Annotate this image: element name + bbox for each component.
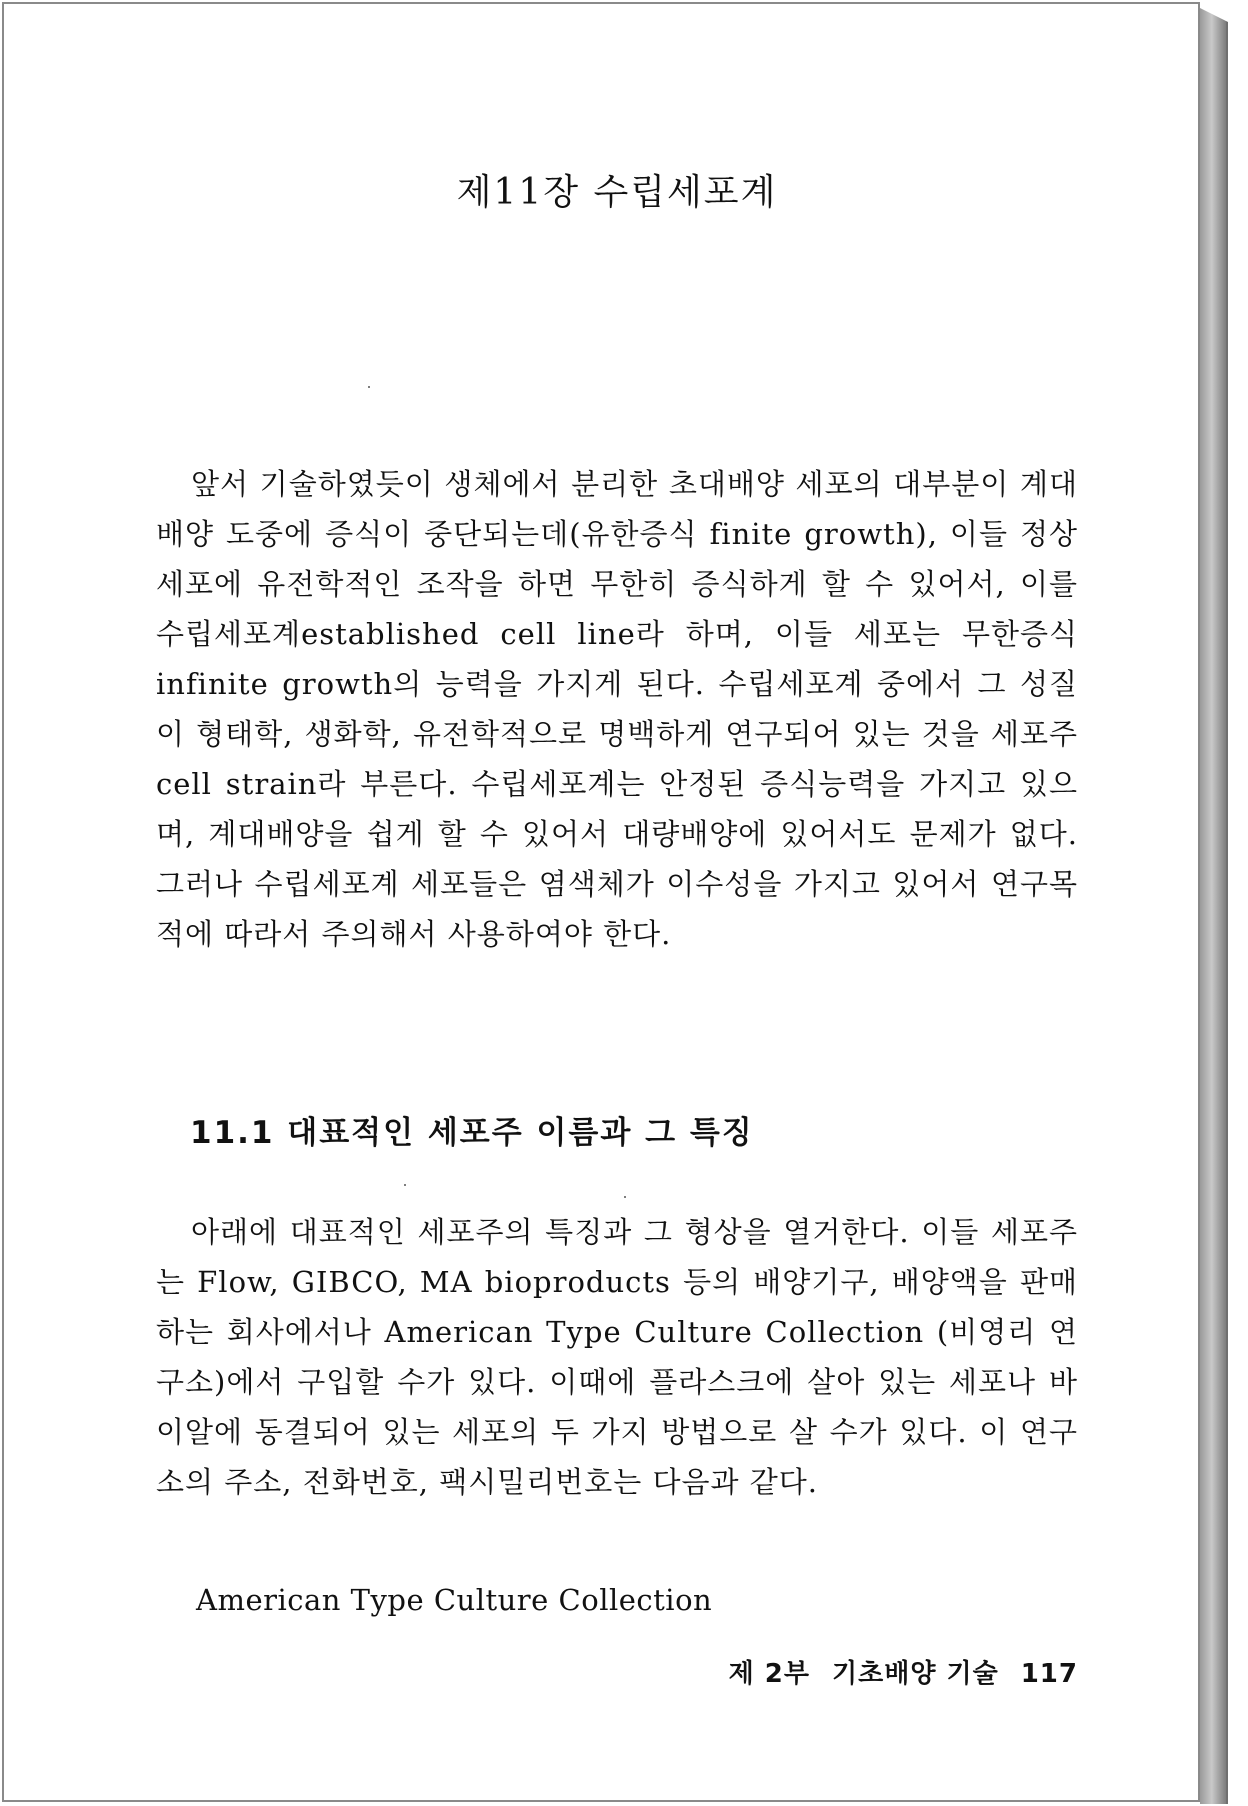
page-sheet — [2, 2, 1200, 1802]
scan-speck — [404, 1184, 406, 1186]
section-paragraph: 아래에 대표적인 세포주의 특징과 그 형상을 열거한다. 이들 세포주는 Flow, GIBCO, MA bioproducts 등의 배양기구, 배양액을 판매하는 회사에서나 American Type Culture Collection (비영리 연구소)에서 구입할 수가 있다. 이때에 플라스크에 살아 있는 세포나 바이알에 동결되어 있는 세포의 두 가지 방법으로 살 수가 있다. 이 연구소의 주소, 전화번호, 팩시밀리번호는 다음과 같다. — [156, 1215, 1078, 1499]
intro-paragraph: 앞서 기술하였듯이 생체에서 분리한 초대배양 세포의 대부분이 계대배양 도중에 증식이 중단되는데(유한증식 finite growth), 이들 정상세포에 유전학적인 조작을 하면 무한히 증식하게 할 수 있어서, 이를 수립세포계established cell line라 하며, 이들 세포는 무한증식infinite growth의 능력을 가지게 된다. 수립세포계 중에서 그 성질이 형태학, 생화학, 유전학적으로 명백하게 연구되어 있는 것을 세포주cell strain라 부른다. 수립세포계는 안정된 증식능력을 가지고 있으며, 계대배양을 쉽게 할 수 있어서 대량배양에 있어서도 문제가 없다. 그러나 수립세포계 세포들은 염색체가 이수성을 가지고 있어서 연구목적에 따라서 주의해서 사용하여야 한다. — [156, 467, 1078, 951]
scan-speck — [624, 1196, 626, 1198]
organization-name: American Type Culture Collection — [196, 1583, 713, 1617]
section-title: 11.1 대표적인 세포주 이름과 그 특징 — [190, 1115, 754, 1151]
page-number: 117 — [1020, 1659, 1078, 1689]
footer-part-title: 기초배양 기술 — [831, 1659, 999, 1689]
page-edge-shadow — [1200, 8, 1228, 1804]
page-footer — [729, 1653, 1078, 1690]
chapter-title: 제11장 수립세포계 — [456, 172, 778, 213]
footer-part: 제 2부 — [728, 1659, 810, 1689]
scan-speck — [368, 386, 370, 388]
